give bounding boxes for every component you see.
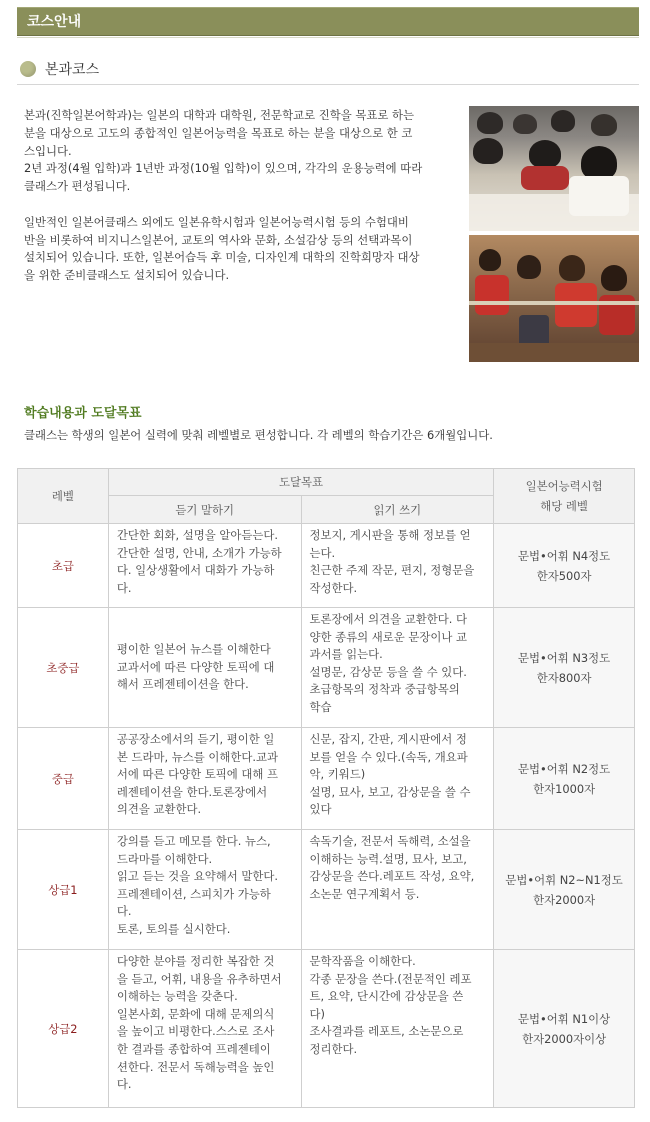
intro-line: 분을 대상으로 고도의 종합적인 일본어능력을 목표로 하는 분을 대상으로 한 코	[24, 125, 413, 140]
cell-line: 한자500자	[536, 568, 592, 583]
read-cell	[301, 950, 494, 1108]
intro-line: 을 위한 준비클래스도 설치되어 있습니다.	[24, 268, 230, 283]
cell-line: 있다	[309, 802, 332, 817]
cell-line: 다)	[309, 1006, 325, 1021]
cell-line: 한자2000자이상	[522, 1031, 607, 1046]
cell-line: 문법•어휘 N3정도	[518, 650, 611, 665]
table-row	[18, 950, 635, 1108]
cell-line: 의견을 교환한다.	[116, 802, 202, 817]
cell-line: 강의를 듣고 메모를 한다. 뉴스,	[116, 834, 271, 848]
cell-line: 레젠테이션을 한다.토론장에서	[116, 784, 268, 799]
jlpt-cell	[494, 524, 635, 608]
cell-line: 한 결과를 종합하여 프레젠테이	[116, 1041, 271, 1056]
cell-line: 션한다. 전문서 독해능력을 높인	[116, 1059, 275, 1074]
cell-line: 문법•어휘 N2정도	[518, 761, 611, 776]
cell-line: 토론장에서 의견을 교환한다. 다	[309, 612, 468, 626]
cell-line: 공공장소에서의 듣기, 평이한 일	[116, 732, 275, 746]
cell-line: 감상문을 쓴다.레포트 작성, 요약,	[309, 869, 475, 884]
classroom-photo	[469, 106, 639, 231]
cell-line: 이해하는 능력.설명, 묘사, 보고,	[309, 851, 467, 866]
cell-line: 초급항목의 정착과 중급항목의	[309, 682, 460, 697]
cell-line: 평이한 일본어 뉴스를 이해한다	[116, 642, 271, 657]
cell-line: 본 드라마, 뉴스를 이해한다.교과	[116, 749, 278, 764]
cell-line: 과서를 읽는다.	[309, 647, 383, 662]
cell-line: 보를 얻을 수 있다.(속독, 개요파	[309, 749, 468, 764]
cell-line: 읽고 듣는 것을 요약해서 말한다.	[116, 869, 278, 884]
listen-cell	[108, 950, 301, 1108]
header-jlpt-line: 일본어능력시험	[525, 479, 603, 493]
circle-bullet-icon	[20, 61, 36, 77]
cell-line: 신문, 잡지, 간판, 게시판에서 정	[309, 732, 467, 746]
intro-line: 스입니다.	[24, 143, 72, 158]
cell-line: 교과서에 따른 다양한 토픽에 대	[116, 659, 275, 674]
jlpt-cell	[494, 728, 635, 830]
cell-line: 조사결과를 레포트, 소논문으로	[309, 1024, 464, 1039]
cell-line: 을 높이고 비평한다.스스로 조사	[116, 1024, 275, 1039]
subheading-label: 본과코스	[45, 62, 100, 78]
intro-line: 클래스가 편성됩니다.	[24, 179, 131, 194]
cell-line: 토론, 토의를 실시한다.	[116, 921, 231, 936]
level-cell: 상급2	[18, 950, 109, 1108]
cell-line: 트, 요약, 단시간에 감상문을 쓴	[309, 989, 464, 1004]
cell-line: 한자2000자	[533, 892, 596, 907]
tug-of-war-photo	[469, 235, 639, 362]
section-title: 학습내용과 도달목표	[24, 406, 142, 421]
cell-line: 정보지, 게시판을 통해 정보를 얻	[309, 528, 471, 542]
header-level: 레벨	[18, 469, 109, 524]
read-cell	[301, 608, 494, 728]
intro-line: 2년 과정(4월 입학)과 1년반 과정(10월 입학)이 있으며, 각각의 운용능력에 따라	[24, 161, 423, 176]
level-cell: 초중급	[18, 608, 109, 728]
cell-line: 양한 종류의 새로운 문장이나 교	[309, 629, 468, 644]
table-row	[18, 524, 635, 608]
level-cell: 중급	[18, 728, 109, 830]
header-read-write: 읽기 쓰기	[301, 496, 494, 524]
cell-line: 해서 프레젠테이션을 한다.	[116, 677, 249, 692]
header-jlpt	[494, 469, 635, 524]
listen-cell	[108, 524, 301, 608]
cell-line: 설명, 묘사, 보고, 감상문을 쓸 수	[309, 784, 471, 799]
page-title: 코스안내	[27, 14, 82, 30]
jlpt-cell	[494, 830, 635, 950]
table-row	[18, 830, 635, 950]
course-level-table	[17, 468, 635, 1108]
cell-line: 친근한 주제 작문, 편지, 정형문을	[309, 563, 475, 578]
cell-line: 는다.	[309, 545, 336, 560]
header-divider	[17, 37, 639, 38]
cell-line: 학습	[309, 699, 332, 714]
intro-line: 설치되어 있습니다. 또한, 일본어습득 후 미술, 디자인계 대학의 진학희망자 대상	[24, 250, 420, 265]
cell-line: 악, 키워드)	[309, 767, 366, 782]
cell-line: 문학작품을 이해한다.	[309, 954, 416, 968]
listen-cell	[108, 728, 301, 830]
intro-line: 본과(진학일본어학과)는 일본의 대학과 대학원, 전문학교로 진학을 목표로 하는	[24, 108, 414, 122]
cell-line: 서에 따른 다양한 토픽에 대해 프	[116, 767, 278, 782]
cell-line: 이해하는 능력을 갖춘다.	[116, 989, 238, 1004]
cell-line: 간단한 설명, 안내, 소개가 가능하	[116, 545, 282, 560]
header-goal: 도달목표	[108, 469, 493, 496]
cell-line: 한자800자	[536, 670, 592, 685]
cell-line: 프레젠테이션, 스피치가 가능하	[116, 886, 271, 901]
jlpt-cell	[494, 950, 635, 1108]
cell-line: 속독기술, 전문서 독해력, 소설을	[309, 834, 471, 848]
cell-line: 문법•어휘 N4정도	[518, 548, 611, 563]
course-subheading	[17, 56, 639, 85]
intro-text	[24, 107, 452, 285]
level-cell: 상급1	[18, 830, 109, 950]
cell-line: 다양한 분야를 정리한 복잡한 것	[116, 954, 275, 968]
listen-cell	[108, 830, 301, 950]
read-cell	[301, 830, 494, 950]
cell-line: 다.	[116, 1077, 132, 1092]
intro-line: 일반적인 일본어클래스 외에도 일본유학시험과 일본어능력시험 등의 수험대비	[24, 214, 409, 229]
cell-line: 설명문, 감상문 등을 쓸 수 있다.	[309, 664, 467, 679]
listen-cell	[108, 608, 301, 728]
level-cell: 초급	[18, 524, 109, 608]
cell-line: 간단한 회화, 설명을 알아듣는다.	[116, 528, 278, 542]
cell-line: 작성한다.	[309, 580, 358, 595]
header-listen-speak: 듣기 말하기	[108, 496, 301, 524]
jlpt-cell	[494, 608, 635, 728]
cell-line: 문법•어휘 N1이상	[518, 1011, 611, 1026]
intro-line: 반을 비롯하여 비지니스일본어, 교토의 역사와 문화, 소설감상 등의 선택과목이	[24, 232, 413, 247]
cell-line: 소논문 연구계획서 등.	[309, 886, 420, 901]
table-row	[18, 728, 635, 830]
header-jlpt-line: 해당 레벨	[540, 499, 588, 513]
cell-line: 다.	[116, 580, 132, 595]
table-row	[18, 608, 635, 728]
cell-line: 정리한다.	[309, 1041, 358, 1056]
cell-line: 각종 문장을 쓴다.(전문적인 레포	[309, 971, 472, 986]
cell-line: 한자1000자	[533, 781, 596, 796]
section-description: 클래스는 학생의 일본어 실력에 맞춰 레벨별로 편성합니다. 각 레벨의 학습기간은 6개월입니다.	[24, 428, 493, 442]
cell-line: 문법•어휘 N2~N1정도	[505, 872, 623, 887]
cell-line: 다. 일상생활에서 대화가 가능하	[116, 563, 275, 578]
read-cell	[301, 728, 494, 830]
cell-line: 다.	[116, 904, 132, 919]
page-header-bar	[17, 7, 639, 36]
cell-line: 일본사회, 문화에 대해 문제의식	[116, 1006, 275, 1021]
read-cell	[301, 524, 494, 608]
cell-line: 드라마를 이해한다.	[116, 851, 213, 866]
cell-line: 을 듣고, 어휘, 내용을 유추하면서	[116, 971, 282, 986]
